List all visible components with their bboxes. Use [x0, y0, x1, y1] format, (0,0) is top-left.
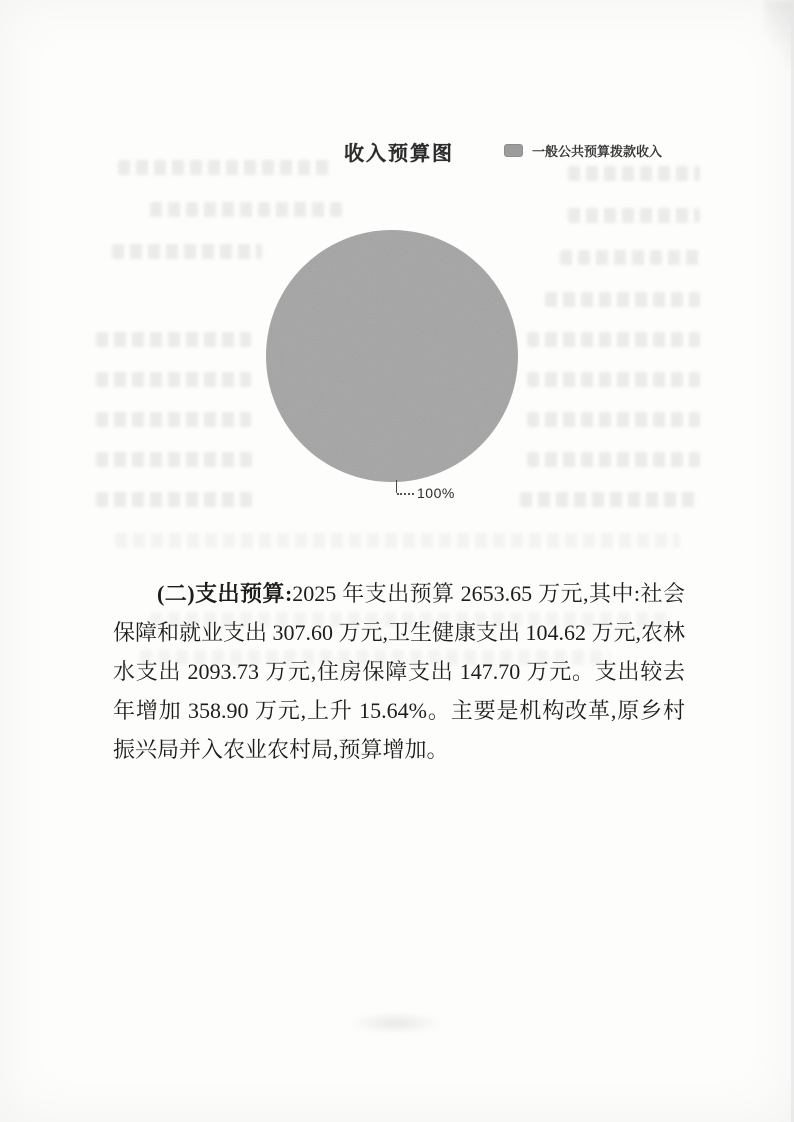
bleedthrough-line: [115, 533, 680, 548]
bleedthrough-line: [118, 160, 333, 175]
pie-label-leader-dotted: [397, 486, 414, 495]
bleedthrough-line: [560, 250, 700, 265]
bleedthrough-line: [96, 332, 251, 347]
paragraph-body-text: 2025 年支出预算 2653.65 万元,其中:社会保障和就业支出 307.60 万元,卫生健康支出 104.62 万元,农林水支出 2093.73 万元,住房保障支出 147.70 万元。支出较去年增加 358.90 万元,上升 15.64%。主要是机构改革,原乡村振兴局并入农业农村局,预算增加。: [113, 581, 686, 762]
bleedthrough-line: [96, 452, 254, 467]
bleedthrough-line: [96, 492, 254, 507]
bleedthrough-line: [112, 244, 262, 259]
bleedthrough-line: [150, 202, 345, 217]
expenditure-paragraph: [113, 574, 685, 769]
bleedthrough-line: [520, 492, 700, 507]
chart-legend: [504, 141, 662, 160]
bleedthrough-line: [568, 166, 700, 181]
bleedthrough-line: [527, 332, 700, 347]
bleedthrough-line: [545, 292, 700, 307]
pie-chart: [265, 229, 519, 483]
bleedthrough-line: [96, 412, 251, 427]
bleedthrough-line: [527, 412, 700, 427]
bleedthrough-line: [568, 208, 700, 223]
chart-title: 收入预算图: [344, 143, 454, 165]
bleedthrough-line: [527, 372, 700, 387]
bleedthrough-line: [96, 372, 251, 387]
pie-data-label: 100%: [417, 485, 455, 501]
legend-label: 一般公共预算拨款收入: [532, 144, 663, 159]
bleedthrough-page-number-smudge: [348, 1012, 444, 1034]
paragraph-lead-bold: (二)支出预算:: [157, 581, 293, 606]
pie-chart-svg: [265, 229, 519, 483]
scan-corner-shadow: [764, 0, 794, 80]
scan-noise-texture: [265, 229, 519, 483]
bleedthrough-line: [527, 452, 700, 467]
legend-swatch-icon: [504, 144, 523, 157]
